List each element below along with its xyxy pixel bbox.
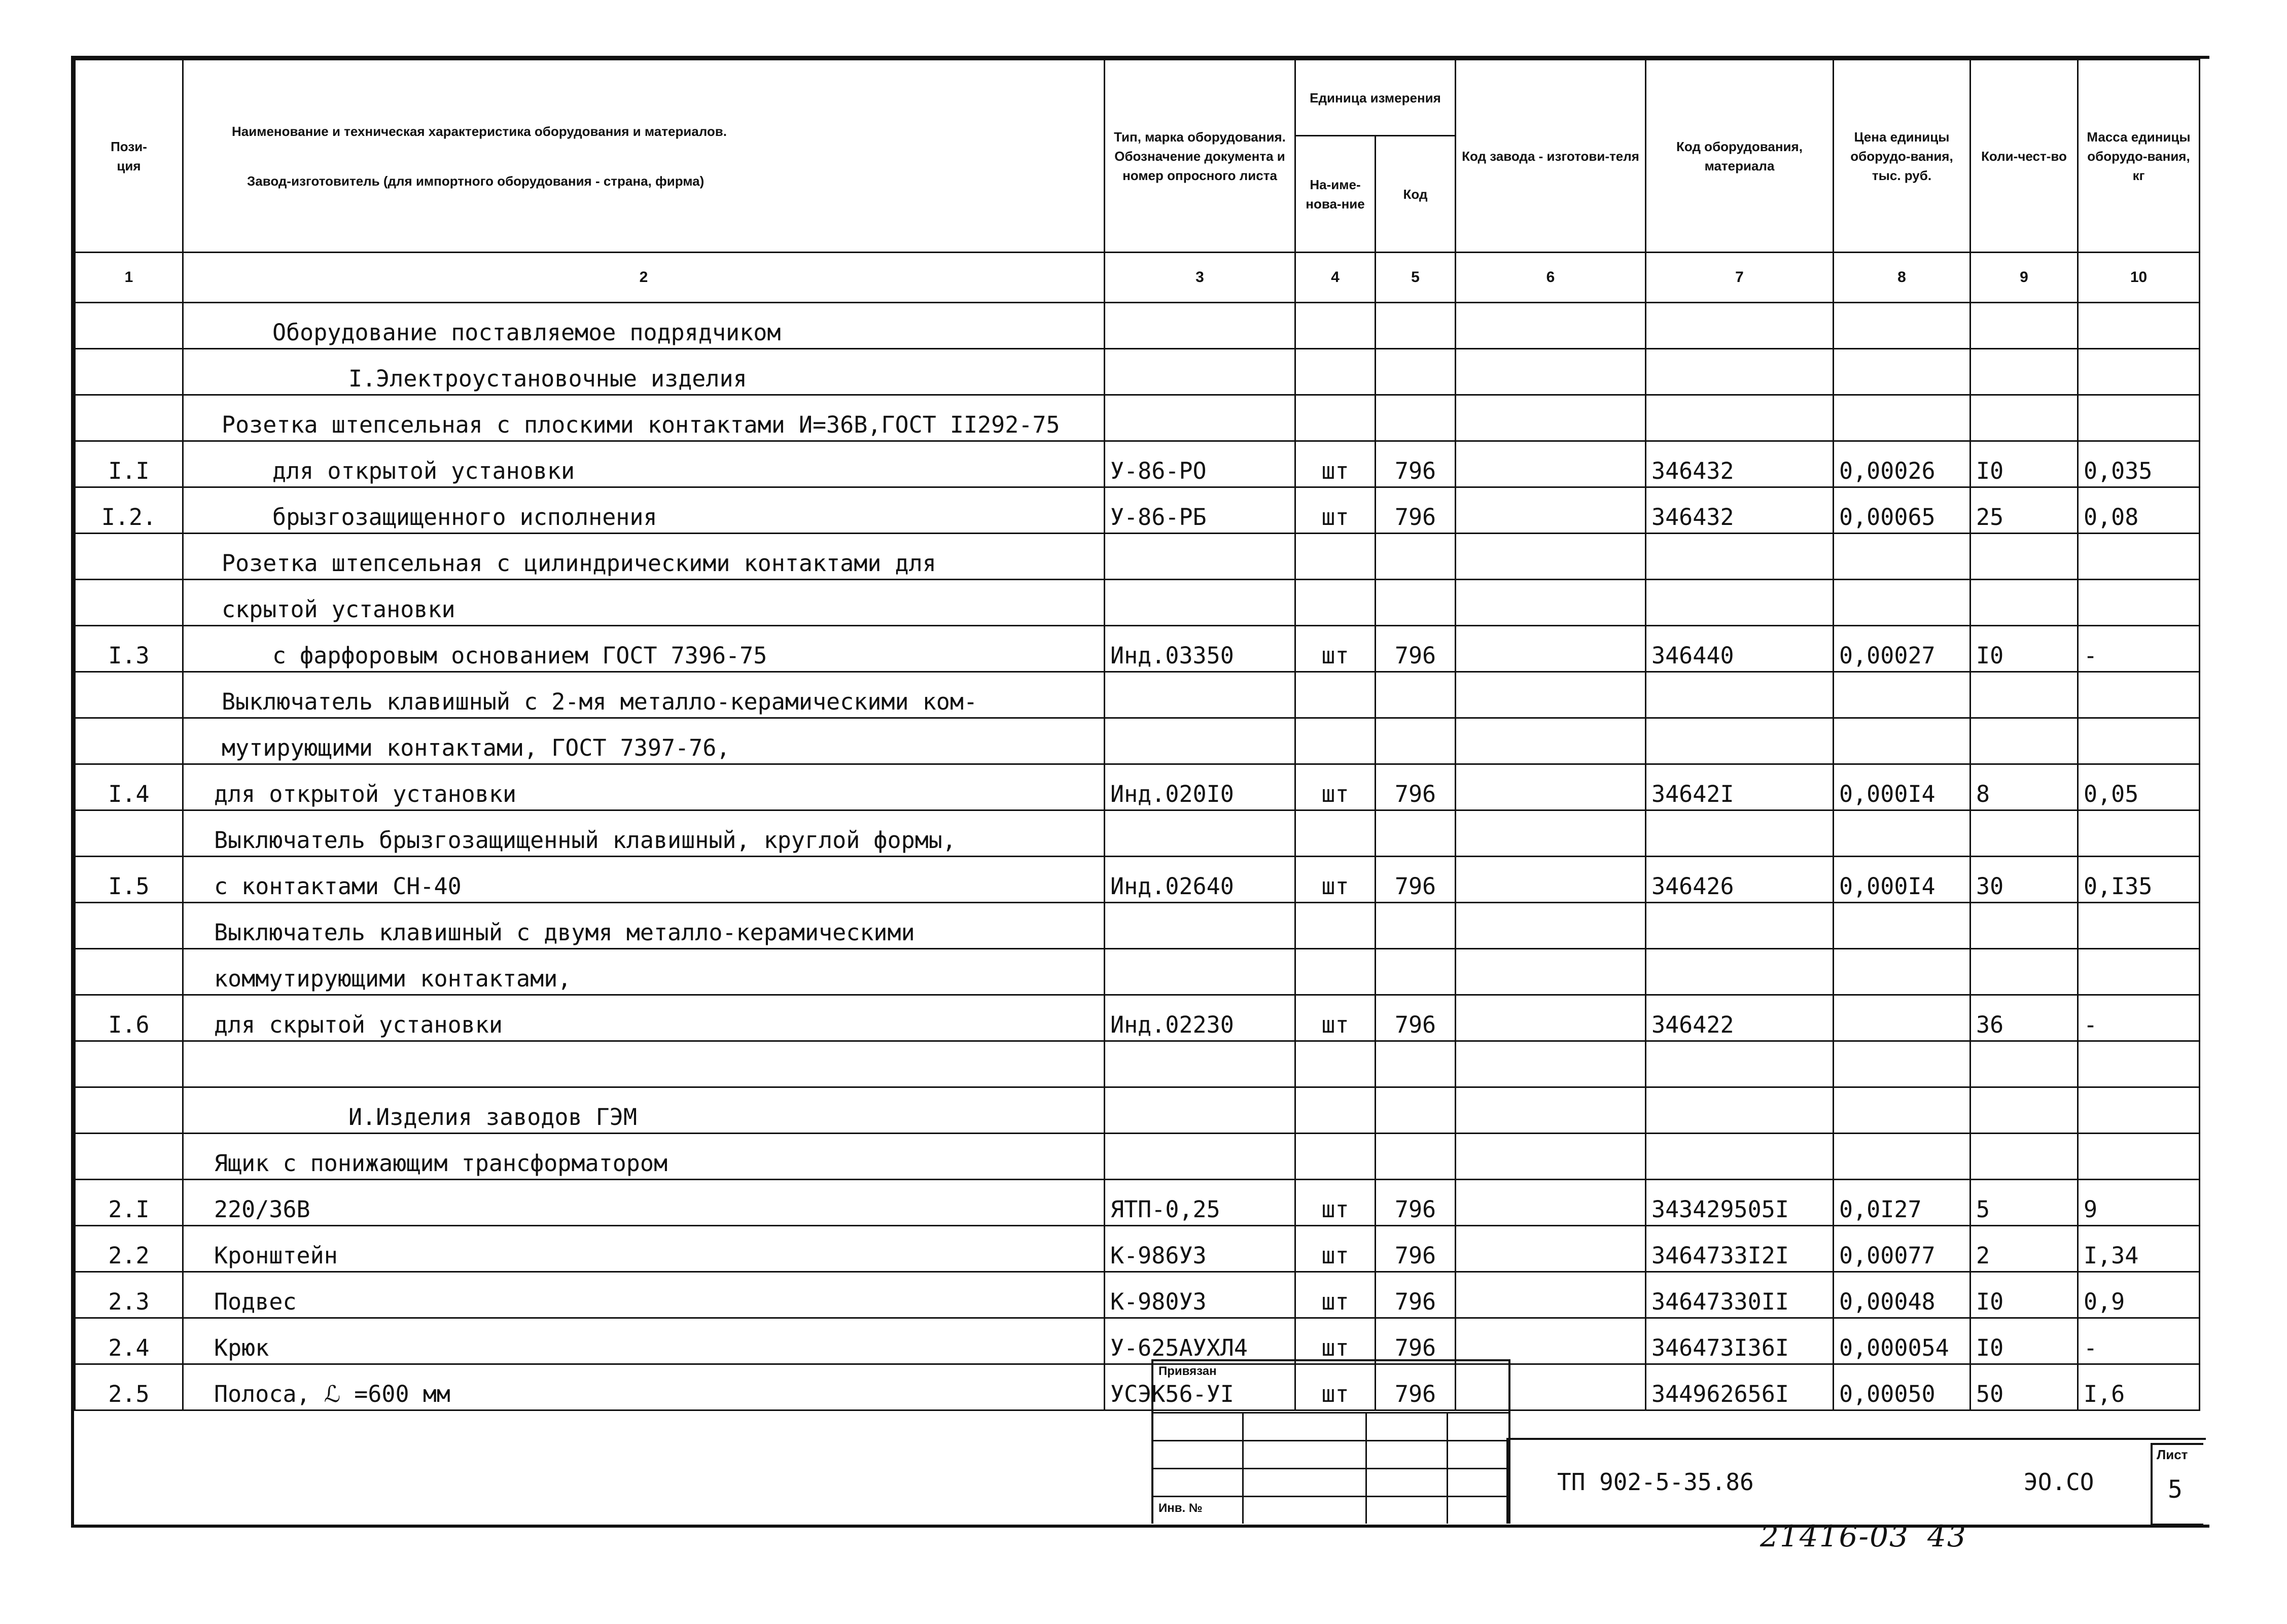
row-mass: 0,9 [2078, 1272, 2200, 1318]
row-equipment-code [1646, 1087, 1834, 1134]
row-plant-code [1456, 349, 1646, 395]
row-name: Розетка штепсельная с плоскими контактами И=36В,ГОСТ II292-75 [183, 395, 1105, 441]
row-plant-code [1456, 534, 1646, 580]
row-mass [2078, 395, 2200, 441]
row-name: Оборудование поставляемое подрядчиком [183, 303, 1105, 349]
row-type: У-86-РБ [1105, 487, 1295, 534]
row-plant-code [1456, 1041, 1646, 1087]
row-position [75, 718, 183, 764]
row-position: 2.3 [75, 1272, 183, 1318]
row-price [1834, 1134, 1971, 1180]
row-unit-name: шт [1295, 764, 1376, 810]
row-price [1834, 672, 1971, 718]
row-name: брызгозащищенного исполнения [183, 487, 1105, 534]
row-name [183, 1041, 1105, 1087]
table-row [75, 949, 2200, 995]
col-header-type: Тип, марка оборудования. Обозначение документа и номер опросного листа [1105, 60, 1295, 253]
row-equipment-code [1646, 580, 1834, 626]
row-quantity [1971, 534, 2078, 580]
row-type: УСЭК56-УI [1105, 1364, 1295, 1410]
row-unit-name [1295, 534, 1376, 580]
row-quantity: 25 [1971, 487, 2078, 534]
row-quantity [1971, 395, 2078, 441]
row-unit-code [1376, 1134, 1456, 1180]
row-name: I.Электроустановочные изделия [183, 349, 1105, 395]
row-mass [2078, 349, 2200, 395]
row-equipment-code [1646, 1134, 1834, 1180]
col-header-price: Цена единицы оборудо-вания, тыс. руб. [1834, 60, 1971, 253]
row-equipment-code: 346432 [1646, 487, 1834, 534]
row-unit-code: 796 [1376, 764, 1456, 810]
table-row [75, 1134, 2200, 1180]
row-position: I.3 [75, 626, 183, 672]
table-row [75, 349, 2200, 395]
row-unit-code [1376, 580, 1456, 626]
row-mass [2078, 580, 2200, 626]
table-row [75, 1087, 2200, 1134]
row-quantity: I0 [1971, 626, 2078, 672]
row-quantity [1971, 1041, 2078, 1087]
table-row [75, 1318, 2200, 1364]
row-plant-code [1456, 1226, 1646, 1272]
row-unit-code [1376, 395, 1456, 441]
table-row [75, 580, 2200, 626]
row-type: У-86-РО [1105, 441, 1295, 487]
row-position: 2.5 [75, 1364, 183, 1410]
row-mass [2078, 534, 2200, 580]
row-unit-name [1295, 810, 1376, 857]
row-price: 0,00065 [1834, 487, 1971, 534]
row-type [1105, 395, 1295, 441]
col-header-name-line1: Наименование и техническая характеристика оборудования и материалов. [232, 123, 727, 139]
row-unit-name [1295, 303, 1376, 349]
row-mass: - [2078, 626, 2200, 672]
table-row [75, 303, 2200, 349]
col-header-name-line2: Завод-изготовитель (для импортного оборудования - страна, фирма) [247, 173, 705, 189]
row-position: 2.2 [75, 1226, 183, 1272]
row-equipment-code [1646, 718, 1834, 764]
row-quantity: 5 [1971, 1180, 2078, 1226]
row-unit-code: 796 [1376, 1364, 1456, 1410]
table-row [75, 626, 2200, 672]
row-plant-code [1456, 1087, 1646, 1134]
row-name: Крюк [183, 1318, 1105, 1364]
row-position [75, 303, 183, 349]
row-name: Полоса, ℒ =600 мм [183, 1364, 1105, 1410]
row-unit-code [1376, 1041, 1456, 1087]
row-mass [2078, 1041, 2200, 1087]
row-equipment-code [1646, 672, 1834, 718]
row-position [75, 1041, 183, 1087]
sheet-label: Лист [2157, 1447, 2188, 1462]
row-unit-code: 796 [1376, 487, 1456, 534]
row-unit-code [1376, 534, 1456, 580]
row-unit-name: шт [1295, 441, 1376, 487]
column-number-row [75, 253, 2200, 303]
row-quantity: 8 [1971, 764, 2078, 810]
col-number: 10 [2078, 253, 2200, 303]
col-header-mass: Масса единицы оборудо-вания, кг [2078, 60, 2200, 253]
table-row [75, 534, 2200, 580]
table-row [75, 487, 2200, 534]
row-mass [2078, 718, 2200, 764]
row-plant-code [1456, 718, 1646, 764]
row-type: К-980УЗ [1105, 1272, 1295, 1318]
row-position [75, 1134, 183, 1180]
row-plant-code [1456, 949, 1646, 995]
inventory-number: 21416-03 [1760, 1519, 1909, 1554]
row-price [1834, 995, 1971, 1041]
row-name: с контактами СН-40 [183, 857, 1105, 903]
row-position [75, 349, 183, 395]
row-unit-code: 796 [1376, 1180, 1456, 1226]
row-plant-code [1456, 672, 1646, 718]
row-plant-code [1456, 810, 1646, 857]
row-plant-code [1456, 580, 1646, 626]
row-name: Выключатель брызгозащищенный клавишный, круглой формы, [183, 810, 1105, 857]
row-quantity [1971, 903, 2078, 949]
stamp-attached-label: Привязан [1158, 1364, 1217, 1378]
row-unit-code [1376, 349, 1456, 395]
row-price: 0,00027 [1834, 626, 1971, 672]
row-quantity: I0 [1971, 1272, 2078, 1318]
row-price: 0,00050 [1834, 1364, 1971, 1410]
row-mass: 0,08 [2078, 487, 2200, 534]
row-name: И.Изделия заводов ГЭМ [183, 1087, 1105, 1134]
row-unit-code: 796 [1376, 626, 1456, 672]
row-mass: - [2078, 1318, 2200, 1364]
row-equipment-code [1646, 949, 1834, 995]
row-mass [2078, 1087, 2200, 1134]
row-type [1105, 949, 1295, 995]
row-position [75, 949, 183, 995]
row-unit-name: шт [1295, 626, 1376, 672]
table-row [75, 764, 2200, 810]
row-type: К-986УЗ [1105, 1226, 1295, 1272]
row-price [1834, 395, 1971, 441]
row-unit-name [1295, 580, 1376, 626]
table-row [75, 672, 2200, 718]
sheet-number-box [2151, 1443, 2203, 1526]
row-type: ЯТП-0,25 [1105, 1180, 1295, 1226]
row-type [1105, 349, 1295, 395]
col-header-quantity: Коли-чест-во [1971, 60, 2078, 253]
row-unit-code [1376, 903, 1456, 949]
row-price [1834, 949, 1971, 995]
row-equipment-code: 343429505I [1646, 1180, 1834, 1226]
row-position: I.5 [75, 857, 183, 903]
row-unit-code: 796 [1376, 1226, 1456, 1272]
row-mass [2078, 810, 2200, 857]
row-quantity: I0 [1971, 1318, 2078, 1364]
row-unit-name: шт [1295, 487, 1376, 534]
spec-rows [75, 303, 2200, 1410]
row-plant-code [1456, 1134, 1646, 1180]
row-unit-name: шт [1295, 1318, 1376, 1364]
row-plant-code [1456, 995, 1646, 1041]
row-quantity [1971, 810, 2078, 857]
row-name: 220/36В [183, 1180, 1105, 1226]
row-mass: 9 [2078, 1180, 2200, 1226]
row-price [1834, 303, 1971, 349]
row-plant-code [1456, 1272, 1646, 1318]
row-price: 0,000I4 [1834, 764, 1971, 810]
row-equipment-code [1646, 810, 1834, 857]
row-equipment-code: 34642I [1646, 764, 1834, 810]
row-type [1105, 810, 1295, 857]
row-equipment-code: 344962656I [1646, 1364, 1834, 1410]
row-type [1105, 534, 1295, 580]
row-price [1834, 580, 1971, 626]
row-name: мутирующими контактами, ГОСТ 7397-76, [183, 718, 1105, 764]
row-quantity: 36 [1971, 995, 2078, 1041]
table-row [75, 441, 2200, 487]
row-quantity: 50 [1971, 1364, 2078, 1410]
col-number: 4 [1295, 253, 1376, 303]
col-number: 7 [1646, 253, 1834, 303]
row-unit-code: 796 [1376, 1272, 1456, 1318]
row-name: для открытой установки [183, 764, 1105, 810]
table-row [75, 810, 2200, 857]
row-unit-code: 796 [1376, 995, 1456, 1041]
row-type [1105, 1134, 1295, 1180]
row-equipment-code [1646, 395, 1834, 441]
row-equipment-code: 346473I36I [1646, 1318, 1834, 1364]
col-number: 1 [75, 253, 183, 303]
col-number: 5 [1376, 253, 1456, 303]
row-type [1105, 303, 1295, 349]
row-position [75, 395, 183, 441]
row-quantity: 2 [1971, 1226, 2078, 1272]
row-name: Розетка штепсельная с цилиндрическими контактами для [183, 534, 1105, 580]
row-position [75, 672, 183, 718]
row-position: 2.4 [75, 1318, 183, 1364]
row-mass: I,6 [2078, 1364, 2200, 1410]
row-unit-name: шт [1295, 1180, 1376, 1226]
row-price [1834, 1041, 1971, 1087]
row-name: Подвес [183, 1272, 1105, 1318]
inventory-page: 43 [1927, 1519, 1967, 1554]
col-number: 8 [1834, 253, 1971, 303]
row-unit-code: 796 [1376, 857, 1456, 903]
row-position [75, 810, 183, 857]
table-row [75, 1226, 2200, 1272]
row-unit-name [1295, 718, 1376, 764]
row-price: 0,0I27 [1834, 1180, 1971, 1226]
row-unit-code [1376, 718, 1456, 764]
row-unit-code: 796 [1376, 1318, 1456, 1364]
row-unit-name: шт [1295, 995, 1376, 1041]
row-name: для скрытой установки [183, 995, 1105, 1041]
row-type: Инд.02230 [1105, 995, 1295, 1041]
row-quantity: 30 [1971, 857, 2078, 903]
binding-stamp [1151, 1359, 1510, 1524]
row-quantity [1971, 349, 2078, 395]
row-type [1105, 1041, 1295, 1087]
row-quantity [1971, 1134, 2078, 1180]
table-row [75, 1180, 2200, 1226]
row-unit-name [1295, 949, 1376, 995]
row-price: 0,00077 [1834, 1226, 1971, 1272]
row-price [1834, 903, 1971, 949]
row-unit-name [1295, 349, 1376, 395]
row-unit-name: шт [1295, 857, 1376, 903]
row-price [1834, 718, 1971, 764]
row-unit-code [1376, 810, 1456, 857]
row-name: с фарфоровым основанием ГОСТ 7396-75 [183, 626, 1105, 672]
row-equipment-code [1646, 903, 1834, 949]
row-plant-code [1456, 903, 1646, 949]
row-quantity [1971, 718, 2078, 764]
col-number: 3 [1105, 253, 1295, 303]
col-number: 6 [1456, 253, 1646, 303]
col-header-plant-code: Код завода - изготови-теля [1456, 60, 1646, 253]
col-header-unit-group: Единица измерения [1295, 60, 1456, 136]
row-equipment-code: 34647330II [1646, 1272, 1834, 1318]
row-mass [2078, 672, 2200, 718]
row-unit-code [1376, 672, 1456, 718]
row-unit-name [1295, 672, 1376, 718]
row-position: I.6 [75, 995, 183, 1041]
row-quantity [1971, 949, 2078, 995]
row-position [75, 903, 183, 949]
col-number: 2 [183, 253, 1105, 303]
row-position: I.I [75, 441, 183, 487]
col-header-equipment-code: Код оборудования, материала [1646, 60, 1834, 253]
row-unit-name: шт [1295, 1364, 1376, 1410]
row-equipment-code: 346422 [1646, 995, 1834, 1041]
row-name: Выключатель клавишный с двумя металло-керамическими [183, 903, 1105, 949]
row-unit-name [1295, 903, 1376, 949]
row-price: 0,000I4 [1834, 857, 1971, 903]
row-quantity [1971, 672, 2078, 718]
row-plant-code [1456, 441, 1646, 487]
project-code: ТП 902-5-35.86 [1557, 1468, 1754, 1496]
row-position: 2.I [75, 1180, 183, 1226]
col-header-name [183, 60, 1105, 253]
row-unit-name [1295, 1087, 1376, 1134]
col-header-unit-name: На-име-нова-ние [1295, 136, 1376, 253]
row-unit-name [1295, 1041, 1376, 1087]
row-name: Выключатель клавишный с 2-мя металло-керамическими ком- [183, 672, 1105, 718]
row-mass: 0,035 [2078, 441, 2200, 487]
row-plant-code [1456, 857, 1646, 903]
row-price [1834, 1087, 1971, 1134]
table-row [75, 903, 2200, 949]
row-type [1105, 903, 1295, 949]
row-unit-code [1376, 1087, 1456, 1134]
table-row [75, 1272, 2200, 1318]
row-name: коммутирующими контактами, [183, 949, 1105, 995]
row-type [1105, 672, 1295, 718]
sheet-number: 5 [2168, 1475, 2183, 1504]
row-position [75, 580, 183, 626]
col-header-position: Пози- ция [75, 60, 183, 253]
row-quantity [1971, 580, 2078, 626]
row-equipment-code: 346440 [1646, 626, 1834, 672]
table-row [75, 857, 2200, 903]
row-price [1834, 810, 1971, 857]
row-position [75, 534, 183, 580]
row-unit-name: шт [1295, 1272, 1376, 1318]
row-quantity [1971, 1087, 2078, 1134]
section-code: ЭО.СО [2024, 1468, 2094, 1496]
row-unit-name [1295, 1134, 1376, 1180]
row-mass: 0,I35 [2078, 857, 2200, 903]
row-unit-code [1376, 303, 1456, 349]
row-equipment-code [1646, 1041, 1834, 1087]
row-unit-name [1295, 395, 1376, 441]
row-equipment-code [1646, 534, 1834, 580]
row-mass [2078, 303, 2200, 349]
row-plant-code [1456, 1180, 1646, 1226]
row-price [1834, 534, 1971, 580]
table-row [75, 718, 2200, 764]
row-plant-code [1456, 626, 1646, 672]
row-name: Кронштейн [183, 1226, 1105, 1272]
row-mass: 0,05 [2078, 764, 2200, 810]
row-equipment-code: 346432 [1646, 441, 1834, 487]
row-price: 0,00026 [1834, 441, 1971, 487]
row-unit-name: шт [1295, 1226, 1376, 1272]
row-price: 0,000054 [1834, 1318, 1971, 1364]
row-unit-code: 796 [1376, 441, 1456, 487]
row-name: для открытой установки [183, 441, 1105, 487]
row-type: Инд.02640 [1105, 857, 1295, 903]
row-type: Инд.03350 [1105, 626, 1295, 672]
row-plant-code [1456, 1318, 1646, 1364]
row-type: У-625АУХЛ4 [1105, 1318, 1295, 1364]
row-equipment-code: 3464733I2I [1646, 1226, 1834, 1272]
row-plant-code [1456, 395, 1646, 441]
row-name: Ящик с понижающим трансформатором [183, 1134, 1105, 1180]
table-row [75, 1364, 2200, 1410]
row-position: I.4 [75, 764, 183, 810]
row-equipment-code [1646, 349, 1834, 395]
row-position: I.2. [75, 487, 183, 534]
row-type [1105, 718, 1295, 764]
row-mass: - [2078, 995, 2200, 1041]
table-row [75, 395, 2200, 441]
row-type: Инд.020I0 [1105, 764, 1295, 810]
row-mass [2078, 1134, 2200, 1180]
row-price: 0,00048 [1834, 1272, 1971, 1318]
row-unit-code [1376, 949, 1456, 995]
col-header-unit-code: Код [1376, 136, 1456, 253]
row-type [1105, 580, 1295, 626]
table-row [75, 995, 2200, 1041]
col-number: 9 [1971, 253, 2078, 303]
equipment-spec-table [74, 59, 2200, 1411]
row-plant-code [1456, 303, 1646, 349]
row-name: скрытой установки [183, 580, 1105, 626]
row-plant-code [1456, 764, 1646, 810]
row-mass: I,34 [2078, 1226, 2200, 1272]
table-row [75, 1041, 2200, 1087]
row-quantity: I0 [1971, 441, 2078, 487]
row-price [1834, 349, 1971, 395]
row-mass [2078, 903, 2200, 949]
row-equipment-code: 346426 [1646, 857, 1834, 903]
row-quantity [1971, 303, 2078, 349]
row-type [1105, 1087, 1295, 1134]
stamp-inv-label: Инв. № [1158, 1501, 1203, 1515]
row-mass [2078, 949, 2200, 995]
row-plant-code [1456, 487, 1646, 534]
row-position [75, 1087, 183, 1134]
row-equipment-code [1646, 303, 1834, 349]
